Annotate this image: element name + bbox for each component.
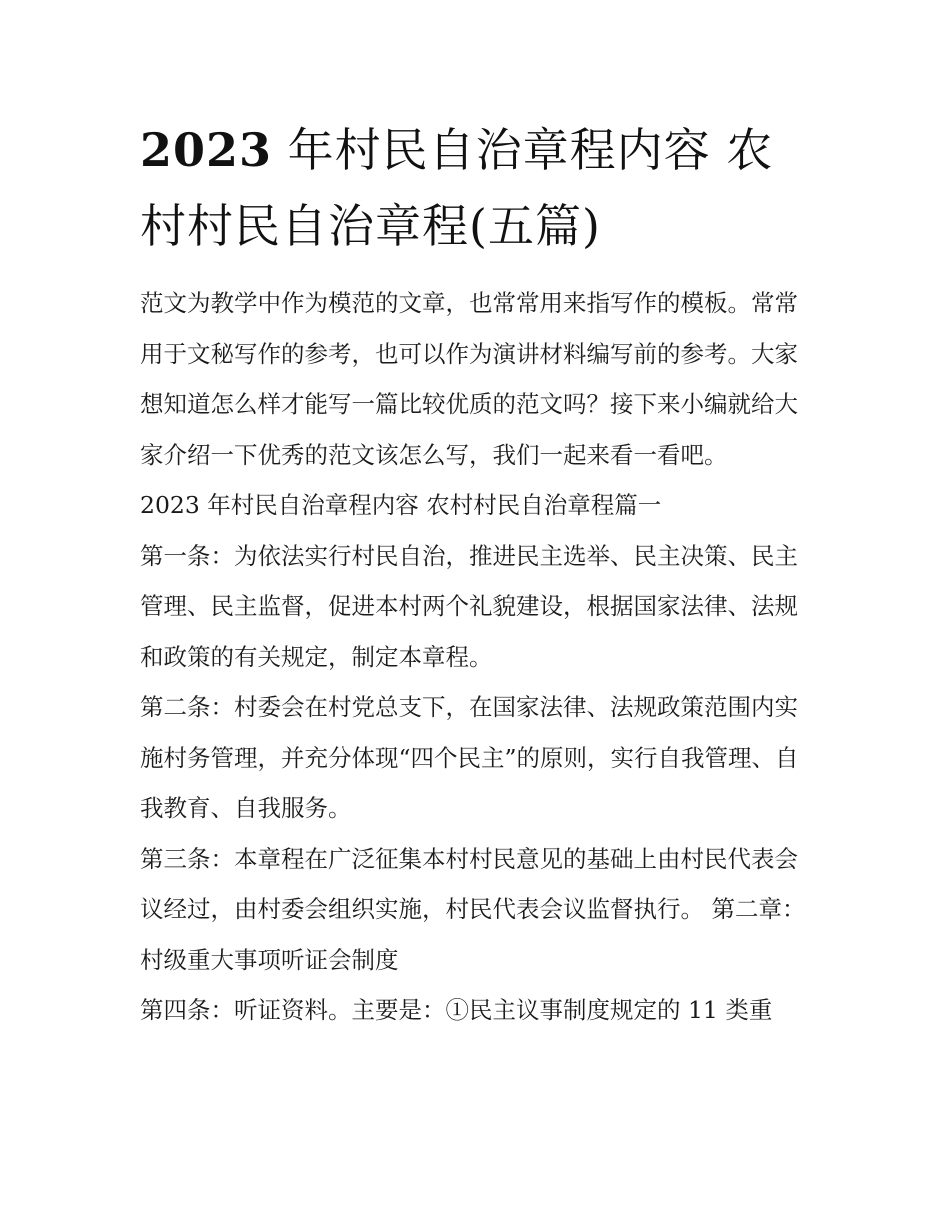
document-body — [140, 278, 820, 1036]
intro-paragraph: 范文为教学中作为模范的文章，也常常用来指写作的模板。常常用于文秘写作的参考，也可以作为演讲材料编写前的参考。大家想知道怎么样才能写一篇比较优质的范文吗？接下来小编就给大家介绍一下优秀的范文该怎么写，我们一起来看一看吧。 — [140, 289, 798, 469]
section-heading: 2023 年村民自治章程内容 农村村民自治章程篇一 — [140, 491, 662, 519]
title-year: 2023 — [140, 123, 273, 177]
document-title — [140, 112, 820, 264]
title-text: 年村民自治章程内容 农村村民自治章程(五篇) — [140, 123, 774, 253]
article-4: 第四条：听证资料。主要是：①民主议事制度规定的 11 类重 — [140, 996, 773, 1024]
article-1: 第一条：为依法实行村民自治，推进民主选举、民主决策、民主管理、民主监督，促进本村两个礼貌建设，根据国家法律、法规和政策的有关规定，制定本章程。 — [140, 541, 798, 671]
article-3: 第三条：本章程在广泛征集本村村民意见的基础上由村民代表会议经过，由村委会组织实施，村民代表会议监督执行。 第二章：村级重大事项听证会制度 — [140, 844, 806, 974]
article-2: 第二条：村委会在村党总支下，在国家法律、法规政策范围内实施村务管理，并充分体现“四个民主”的原则，实行自我管理、自我教育、自我服务。 — [140, 693, 799, 822]
